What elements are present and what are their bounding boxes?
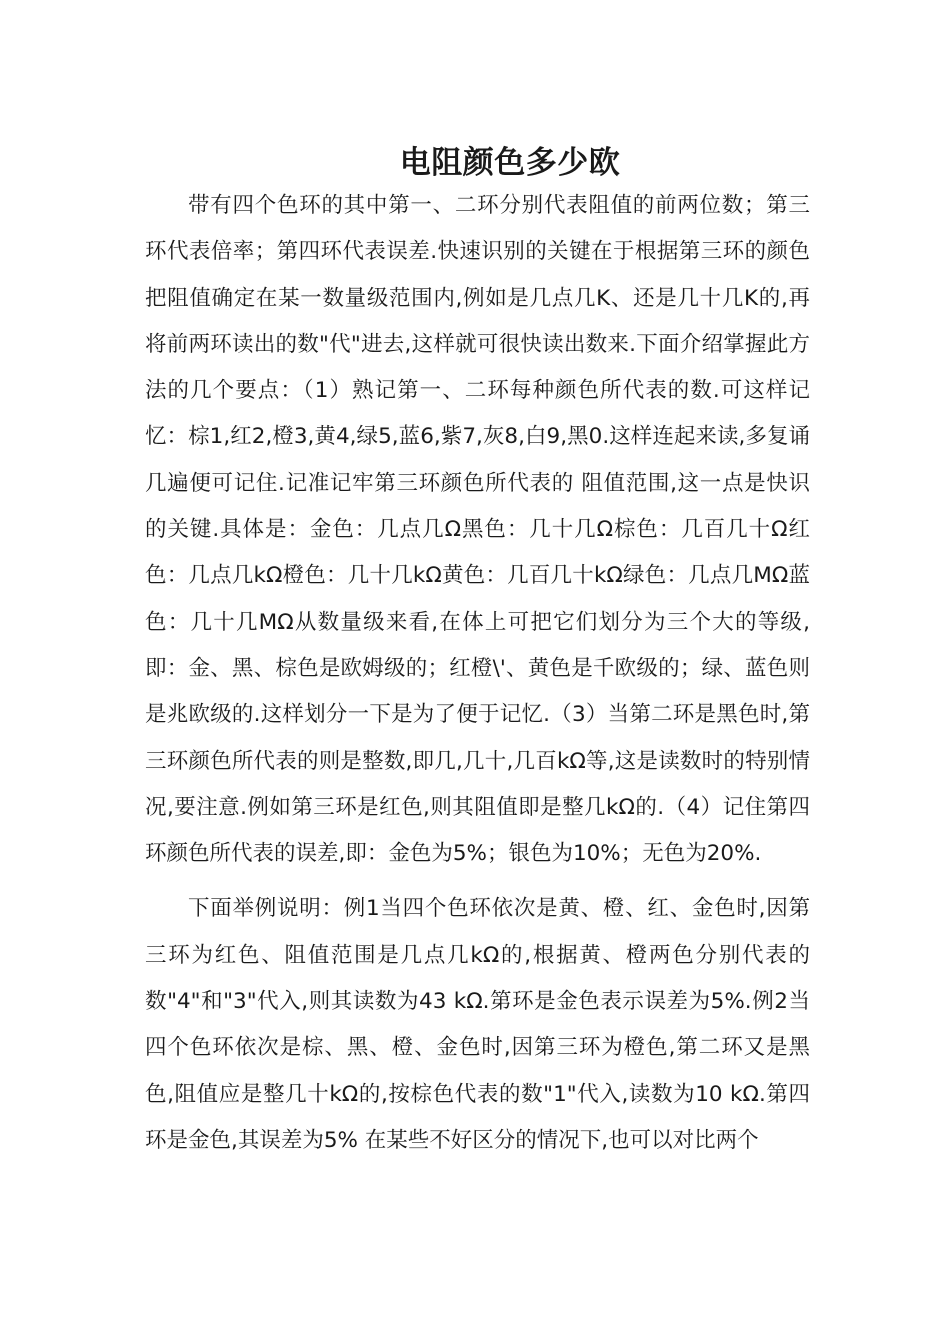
paragraph-color-ring-method: 带有四个色环的其中第一、二环分别代表阻值的前两位数；第三环代表倍率；第四环代表误差.快速识别的关键在于根据第三环的颜色把阻值确定在某一数量级范围内,例如是几点几K、还是几十几K的,再将前两环读出的数"代"进去,这样就可很快读出数来.下面介绍掌握此方法的几个要点：（1）熟记第一、二环每种颜色所代表的数.可这样记忆：棕1,红2,橙3,黄4,绿5,蓝6,紫7,灰8,白9,黑0.这样连起来读,多复诵几遍便可记住.记准记牢第三环颜色所代表的 阻值范围,这一点是快识的关键.具体是：金色：几点几Ω黑色：几十几Ω棕色：几百几十Ω红色：几点几kΩ橙色：几十几kΩ黄色：几百几十kΩ绿色：几点几MΩ蓝色：几十几MΩ从数量级来看,在体上可把它们划分为三个大的等级,即：金、黑、棕色是欧姆级的；红橙\'、黄色是千欧级的；绿、蓝色则是兆欧级的.这样划分一下是为了便于记忆.（3）当第二环是黑色时,第三环颜色所代表的则是整数,即几,几十,几百kΩ等,这是读数时的特别情况,要注意.例如第三环是红色,则其阻值即是整几kΩ的.（4）记住第四环颜色所代表的误差,即：金色为5%；银色为10%；无色为20%. <box>145 193 810 867</box>
document-title: 电阻颜色多少欧 <box>399 144 621 181</box>
document-body <box>145 183 810 1164</box>
paragraph-examples: 下面举例说明：例1当四个色环依次是黄、橙、红、金色时,因第三环为红色、阻值范围是几点几kΩ的,根据黄、橙两色分别代表的数"4"和"3"代入,则其读数为43 kΩ.第环是金色表示误差为5%.例2当四个色环依次是棕、黑、橙、金色时,因第三环为橙色,第二环又是黑色,阻值应是整几十kΩ的,按棕色代表的数"1"代入,读数为10 kΩ.第四环是金色,其误差为5% 在某些不好区分的情况下,也可以对比两个 <box>145 896 810 1153</box>
